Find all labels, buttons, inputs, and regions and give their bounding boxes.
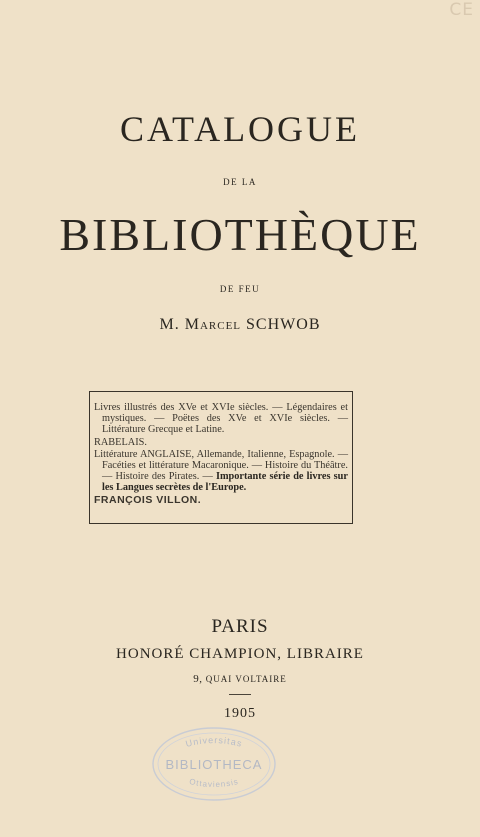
author-last-name: SCHWOB <box>246 316 321 333</box>
title-connector: DE LA <box>223 177 257 187</box>
contents-paragraph-4: FRANÇOIS VILLON. <box>94 493 202 506</box>
divider-rule <box>229 694 251 695</box>
svg-text:Universitas <box>184 735 243 749</box>
imprint-address-number: 9, <box>193 673 203 685</box>
imprint-city: PARIS <box>211 616 269 637</box>
author-first-name: Marcel <box>184 316 242 333</box>
author-line <box>0 316 480 334</box>
corner-mark: CE <box>449 0 474 20</box>
contents-paragraph-3-bold: Importante série de livres sur les Langues secrètes de l'Europe. <box>102 471 348 494</box>
stamp-top-text: Universitas <box>184 735 244 749</box>
library-stamp <box>151 726 277 802</box>
stamp-center-text: BIBLIOTHECA <box>165 757 263 772</box>
imprint-year: 1905 <box>224 706 256 721</box>
title-line-2: BIBLIOTHÈQUE <box>59 209 421 260</box>
contents-paragraph-1: Livres illustrés des XVe et XVIe siècles. — Légendaires et mystiques. — Poëtes des XVe et XVIe siècles. — Littérature Grecque et Latine. <box>94 402 348 436</box>
svg-text:Ottaviensis <box>188 777 239 789</box>
title-line-1: CATALOGUE <box>119 109 361 149</box>
imprint-address <box>0 673 480 685</box>
stamp-bottom-text: Ottaviensis <box>188 776 240 789</box>
author-prefix: M. <box>159 316 180 333</box>
imprint-address-street: QUAI VOLTAIRE <box>205 674 287 684</box>
contents-paragraph-3 <box>94 449 348 494</box>
title-connector-2: DE FEU <box>219 284 261 294</box>
contents-box <box>89 391 353 524</box>
contents-paragraph-2: RABELAIS. <box>94 436 147 448</box>
contents-paragraph-3-text: Littérature ANGLAISE, Allemande, Italienne, Espagnole. — Facéties et littérature Macaronique. — Histoire du Théâtre. — Histoire des Pirates. — <box>94 448 348 483</box>
imprint-publisher: HONORÉ CHAMPION, LIBRAIRE <box>116 646 364 662</box>
